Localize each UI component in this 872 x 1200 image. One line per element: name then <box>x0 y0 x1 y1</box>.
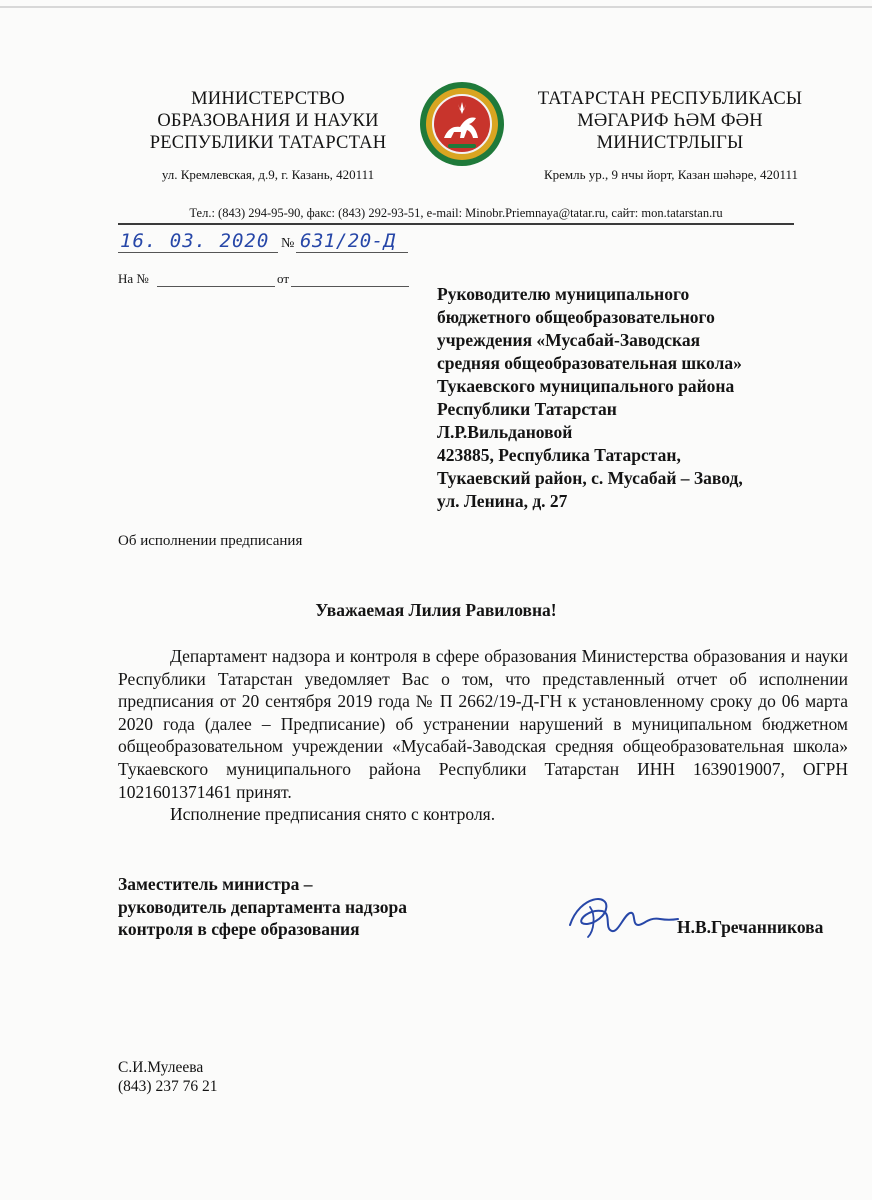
signatory-position: Заместитель министра – руководитель департамента надзора контроля в сфере образования <box>118 874 408 939</box>
recipient-block: Руководителю муниципального бюджетного общеобразовательного учреждения «Мусабай-Заводская средняя общеобразовательная школа» Тукаевского муниципального района Республики Татарстан Л.Р.Вильдановой 423885, Республика Татарстан, Тукаевский район, с. Мусабай – Завод, ул. Ленина, д. 27 <box>437 284 743 511</box>
date-underline <box>118 252 278 253</box>
registration-number: 631/20-Д <box>300 230 396 252</box>
coat-of-arms-icon <box>418 80 506 168</box>
registration-date: 16. 03. 2020 <box>120 230 270 252</box>
address-ru: ул. Кремлевская, д.9, г. Казань, 420111 <box>161 167 375 182</box>
executor-block <box>118 1058 217 1096</box>
ministry-name-ru: МИНИСТЕРСТВО ОБРАЗОВАНИЯ И НАУКИ РЕСПУБЛИКИ ТАТАРСТАН <box>149 89 387 153</box>
ministry-name-tt: ТАТАРСТАН РЕСПУБЛИКАСЫ МӘГАРИФ ҺӘМ ФӘН МИНИСТРЛЫГЫ <box>537 89 803 153</box>
reference-date-label: от <box>277 271 290 286</box>
body-paragraph: Исполнение предписания снято с контроля. <box>170 804 496 825</box>
reference-number-label: На № <box>118 271 149 286</box>
reference-number-field <box>157 286 275 287</box>
executor-phone: (843) 237 76 21 <box>118 1078 218 1095</box>
contacts-line: Тел.: (843) 294-95-90, факс: (843) 292-93-51, e-mail: Minobr.Priemnaya@tatar.ru, сайт: mon.tatarstan.ru <box>189 206 723 220</box>
address-tt: Кремль ур., 9 нчы йорт, Казан шәһәре, 420111 <box>543 167 799 182</box>
letter-body <box>118 645 848 826</box>
number-underline <box>296 252 408 253</box>
number-label: № <box>281 236 295 251</box>
header-divider <box>118 223 794 225</box>
signatory-name: Н.В.Гречанникова <box>677 917 824 937</box>
greeting: Уважаемая Лилия Равиловна! <box>315 600 557 620</box>
scan-edge <box>0 6 872 8</box>
reference-date-field <box>291 286 409 287</box>
signature-icon <box>560 885 680 955</box>
letter-subject: Об исполнении предписания <box>118 533 303 549</box>
body-paragraph: Департамент надзора и контроля в сфере образования Министерства образования и науки Республики Татарстан уведомляет Вас о том, что представленный отчет об исполнении предписания от 20 сентября 2019 года № П 2662/19-Д-ГН к установленному сроку до 06 марта 2020 года (далее – Предписание) об устранении нарушений в муниципальном бюджетном общеобразовательном учреждении «Мусабай-Заводская средняя общеобразовательная школа» Тукаевского муниципального района Республики Татарстан ИНН 1639019007, ОГРН 1021601371461 принят. <box>118 646 848 802</box>
executor-name: С.И.Мулеева <box>118 1059 204 1076</box>
